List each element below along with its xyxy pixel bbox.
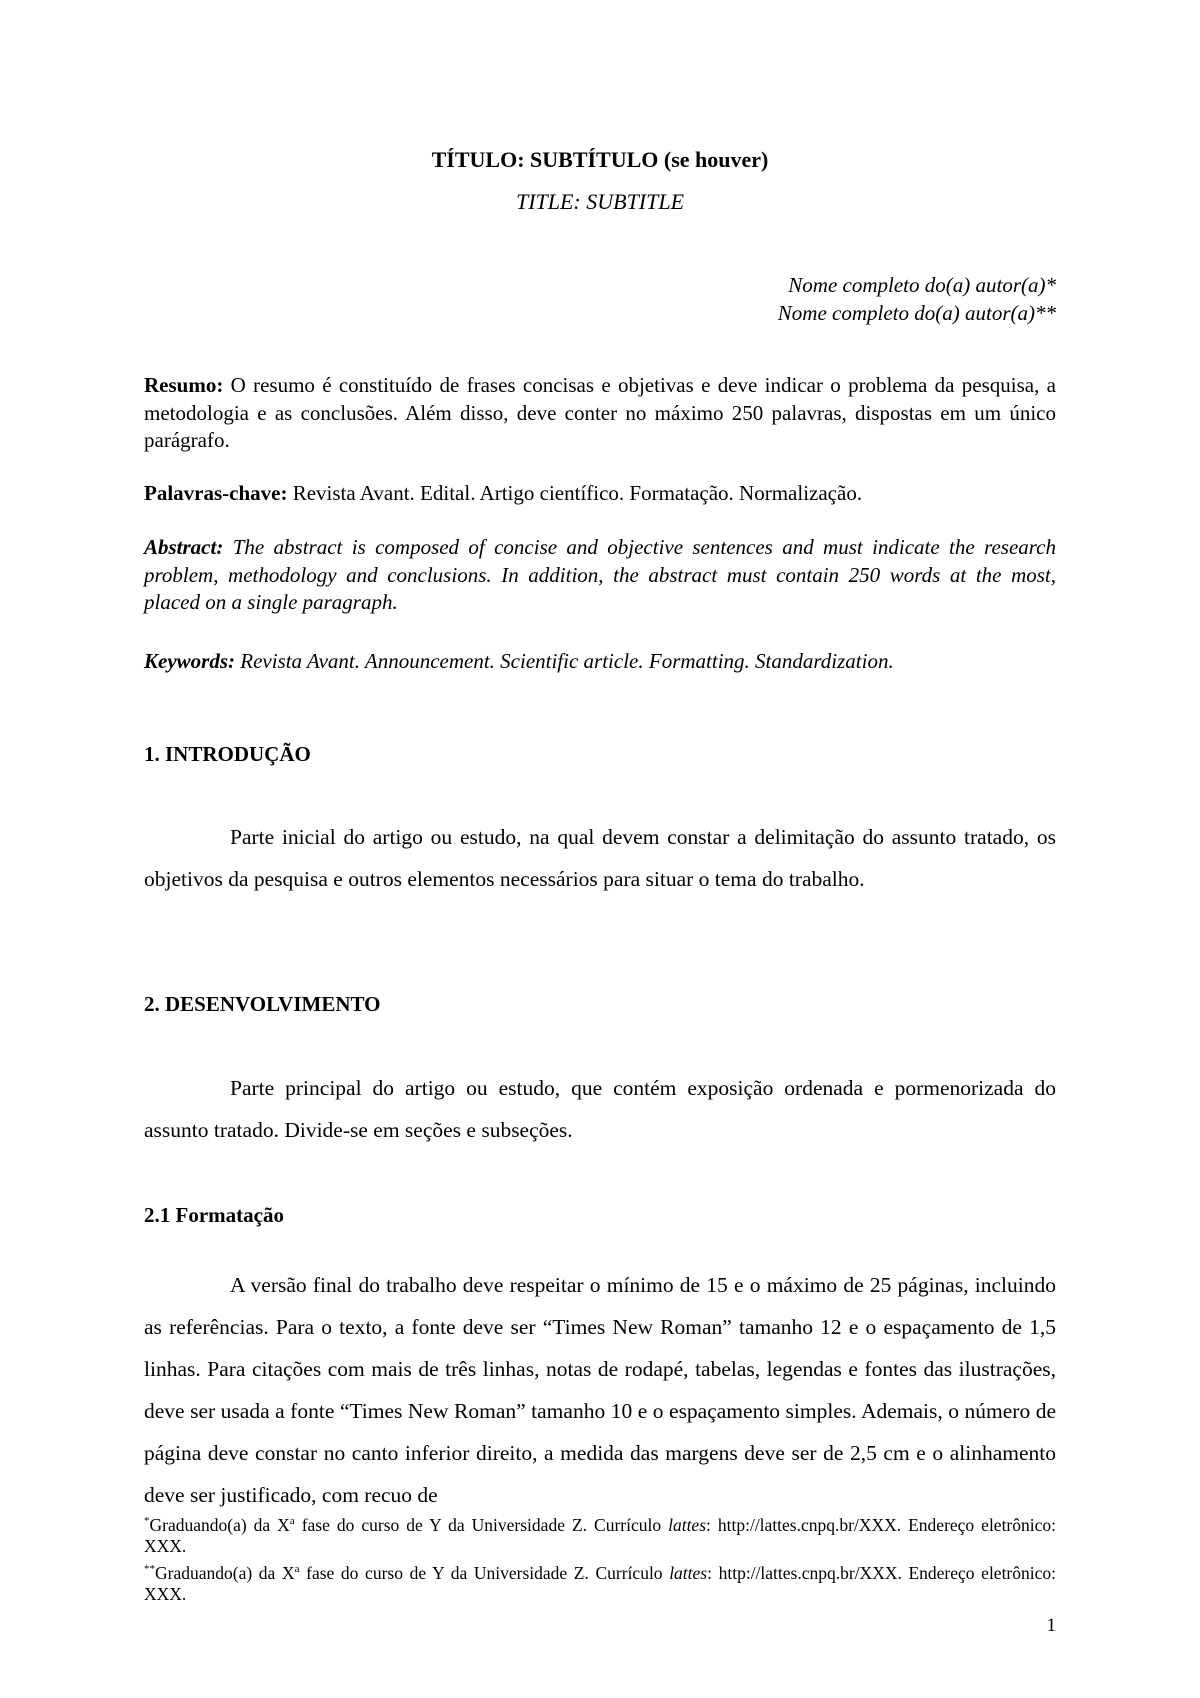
palavras-chave-text: Revista Avant. Edital. Artigo científico. Formatação. Normalização. bbox=[287, 481, 863, 505]
footnote-1: *Graduando(a) da $X^a$ fase do curso de Y da Universidade Z. Currículo lattes: http://lattes.cnpq.br/XXX. Endereço eletrônico: XXX. bbox=[144, 1515, 1057, 1556]
page-number: 1 bbox=[1046, 1615, 1056, 1636]
section-heading-intro: 1. INTRODUÇÃO bbox=[144, 742, 311, 766]
footnote-marker: * bbox=[144, 1515, 150, 1528]
author-2: Nome completo do(a) autor(a)** bbox=[777, 301, 1056, 325]
author-1: Nome completo do(a) autor(a)* bbox=[788, 273, 1056, 297]
subsection-heading-formatacao: 2.1 Formatação bbox=[144, 1203, 284, 1227]
intro-paragraph: Parte inicial do artigo ou estudo, na qual devem constar a delimitação do assunto tratado, os objetivos da pesquisa e outros elementos necessários para situar o tema do trabalho. bbox=[144, 825, 1056, 891]
footnote-2: **Graduando(a) da $X^a$ fase do curso de Y da Universidade Z. Currículo lattes: http://lattes.cnpq.br/XXX. Endereço eletrônico: XXX. bbox=[144, 1563, 1056, 1604]
palavras-chave-label: Palavras-chave: bbox=[144, 481, 288, 505]
abstract-paragraph bbox=[144, 534, 1056, 617]
abstract-text: The abstract is composed of concise and objective sentences and must indicate the research problem, methodology and conclusions. In addition, the abstract must contain 250 words at the most, placed on a single paragraph. bbox=[144, 535, 1056, 614]
desenvolvimento-paragraph: Parte principal do artigo ou estudo, que contém exposição ordenada e pormenorizada do assunto tratado. Divide-se em seções e subseções. bbox=[144, 1076, 1056, 1142]
section-heading-desenvolvimento: 2. DESENVOLVIMENTO bbox=[144, 992, 381, 1016]
page-title-en: TITLE: SUBTITLE bbox=[515, 189, 685, 214]
formatacao-paragraph: A versão final do trabalho deve respeitar o mínimo de 15 e o máximo de 25 páginas, incluindo as referências. Para o texto, a fonte deve ser “Times New Roman” tamanho 12 e o espaçamento de 1,5 linhas. Para citações com mais de três linhas, notas de rodapé, tabelas, legendas e fontes das ilustrações, deve ser usada a fonte “Times New Roman” tamanho 10 e o espaçamento simples. Ademais, o número de página deve constar no canto inferior direito, a medida das margens deve ser de 2,5 cm e o alinhamento deve ser justificado, com recuo de bbox=[144, 1273, 1056, 1507]
page-title: TÍTULO: SUBTÍTULO (se houver) bbox=[431, 147, 769, 172]
palavras-chave-paragraph bbox=[144, 480, 1056, 508]
resumo-text: O resumo é constituído de frases concisas e objetivas e deve indicar o problema da pesquisa, a metodologia e as conclusões. Além disso, deve conter no máximo 250 palavras, dispostas em um único parágrafo. bbox=[144, 373, 1056, 452]
footnote-marker: ** bbox=[144, 1563, 155, 1576]
abstract-label: Abstract: bbox=[144, 535, 224, 559]
keywords-text: Revista Avant. Announcement. Scientific article. Formatting. Standardization. bbox=[235, 649, 894, 673]
resumo-paragraph bbox=[144, 372, 1056, 455]
resumo-label: Resumo: bbox=[144, 373, 224, 397]
keywords-label: Keywords: bbox=[144, 649, 235, 673]
keywords-paragraph bbox=[144, 648, 1056, 676]
